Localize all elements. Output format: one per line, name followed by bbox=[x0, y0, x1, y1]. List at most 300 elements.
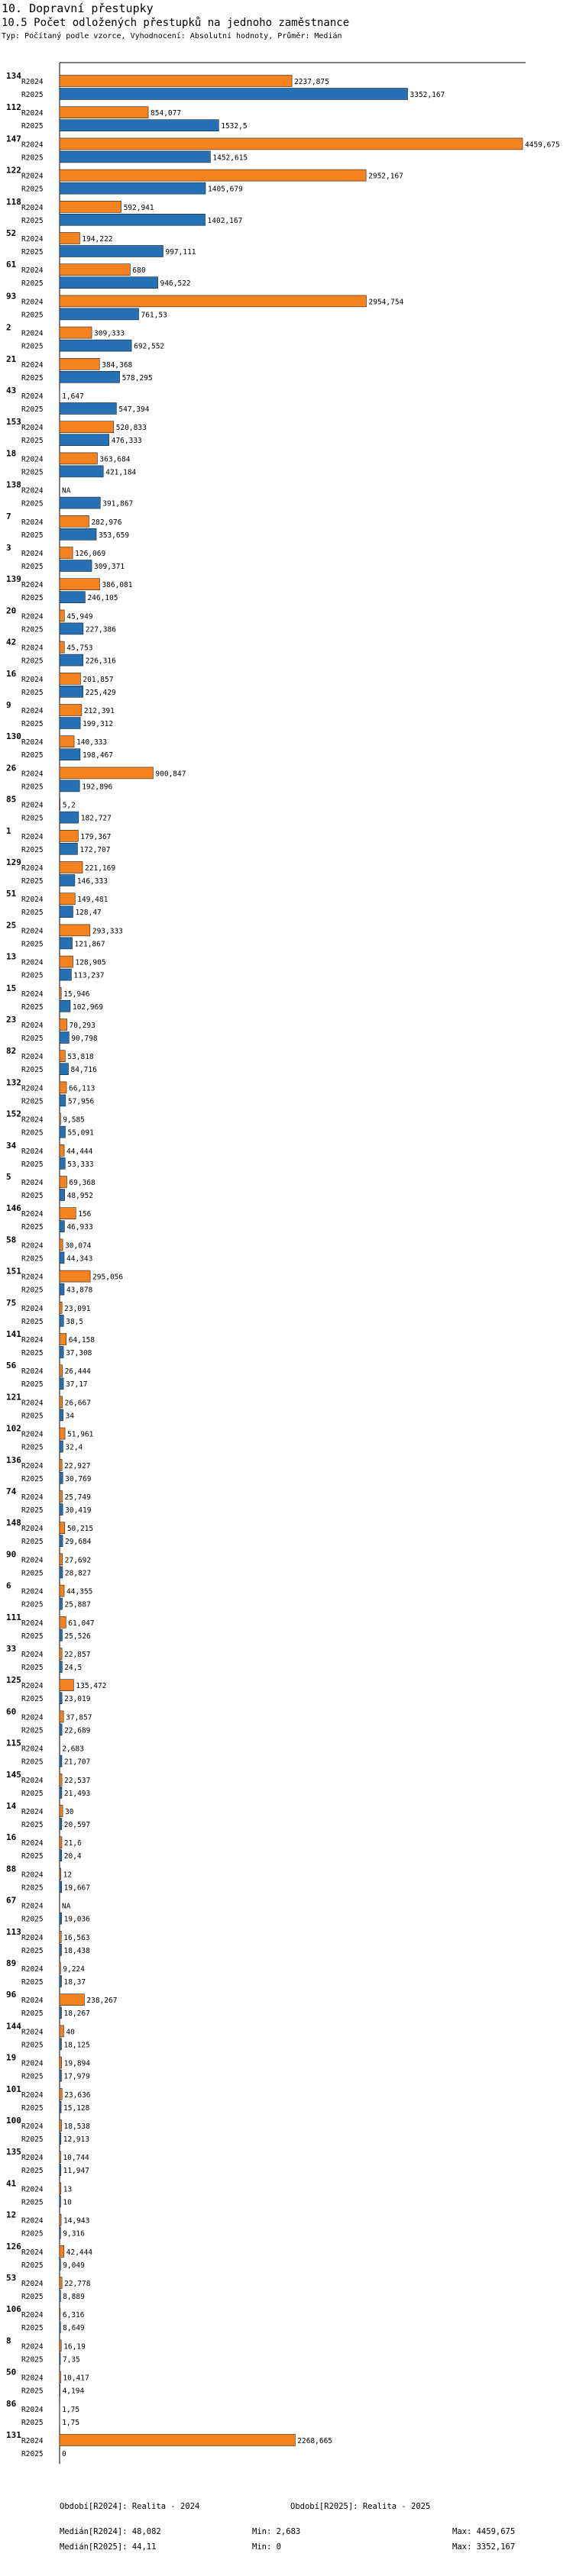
series-label: R2025 bbox=[21, 751, 44, 760]
value-label: 10 bbox=[63, 2198, 72, 2207]
series-label: R2025 bbox=[21, 2261, 44, 2270]
bar-r2024 bbox=[60, 295, 367, 307]
value-label: 37,17 bbox=[66, 1380, 88, 1390]
value-label: 27,692 bbox=[64, 1556, 92, 1565]
value-label: 17,979 bbox=[63, 2072, 90, 2081]
category-label: 56 bbox=[6, 1361, 17, 1371]
value-label: 7,35 bbox=[62, 2355, 80, 2365]
bar-r2024 bbox=[60, 1994, 84, 2006]
series-label: R2025 bbox=[21, 185, 44, 194]
series-label: R2024 bbox=[21, 1933, 44, 1942]
value-label: 140,333 bbox=[76, 738, 108, 747]
category-label: 74 bbox=[6, 1487, 17, 1496]
series-label: R2024 bbox=[21, 989, 44, 999]
series-label: R2024 bbox=[21, 927, 44, 936]
value-label: 309,371 bbox=[94, 563, 125, 571]
bar-r2025 bbox=[60, 434, 109, 446]
value-label: 44,343 bbox=[66, 1254, 93, 1264]
category-label: 50 bbox=[6, 2367, 17, 2377]
category-label: 13 bbox=[6, 951, 17, 962]
category-label: 130 bbox=[6, 731, 21, 742]
value-label: 13 bbox=[63, 2185, 73, 2194]
value-label: 14,943 bbox=[63, 2216, 90, 2226]
series-label: R2024 bbox=[21, 1336, 44, 1344]
bar-r2025 bbox=[60, 1283, 64, 1295]
bar-r2024 bbox=[60, 1806, 63, 1817]
bar-r2024 bbox=[60, 987, 61, 999]
category-label: 9 bbox=[6, 700, 11, 710]
bar-r2025 bbox=[60, 969, 71, 980]
value-label: 16,19 bbox=[63, 2342, 86, 2352]
value-label: 10,744 bbox=[63, 2154, 89, 2163]
series-label: R2024 bbox=[21, 1871, 44, 1880]
series-label: R2024 bbox=[21, 203, 44, 212]
value-label: 225,429 bbox=[85, 688, 116, 697]
value-label: 182,727 bbox=[80, 814, 112, 823]
value-label: 21,6 bbox=[63, 1839, 82, 1848]
bar-r2024 bbox=[60, 705, 82, 716]
series-label: R2025 bbox=[21, 625, 44, 634]
bar-r2024 bbox=[60, 2088, 62, 2100]
series-label: R2025 bbox=[21, 2355, 44, 2365]
value-label: 199,312 bbox=[83, 720, 114, 728]
category-label: 144 bbox=[6, 2021, 21, 2032]
bar-r2024 bbox=[60, 1554, 63, 1565]
series-label: R2025 bbox=[21, 783, 44, 792]
category-label: 1 bbox=[6, 825, 11, 836]
value-label: 50,215 bbox=[66, 1525, 94, 1534]
series-label: R2024 bbox=[21, 1084, 44, 1093]
value-label: 227,386 bbox=[85, 625, 116, 634]
bar-r2024 bbox=[60, 610, 64, 621]
series-label: R2024 bbox=[21, 896, 44, 905]
bar-r2025 bbox=[60, 1126, 65, 1138]
value-label: 70,293 bbox=[69, 1022, 96, 1030]
bar-r2025 bbox=[60, 1535, 63, 1547]
value-label: 8,889 bbox=[63, 2293, 85, 2301]
category-label: 126 bbox=[6, 2241, 21, 2252]
series-label: R2025 bbox=[21, 1664, 44, 1672]
bar-r2024 bbox=[60, 2214, 61, 2226]
value-label: 212,391 bbox=[83, 707, 115, 715]
bar-r2025 bbox=[60, 1693, 62, 1704]
category-label: 125 bbox=[6, 1675, 21, 1686]
bar-r2024 bbox=[60, 1459, 62, 1470]
value-label: 48,952 bbox=[66, 1192, 93, 1200]
bar-r2025 bbox=[60, 1378, 63, 1390]
series-label: R2024 bbox=[21, 1745, 44, 1754]
bar-r2024 bbox=[60, 1491, 62, 1503]
category-label: 34 bbox=[6, 1140, 17, 1151]
series-label: R2024 bbox=[21, 2059, 44, 2068]
bar-r2025 bbox=[60, 120, 219, 131]
bar-r2025 bbox=[60, 812, 79, 823]
bar-r2024 bbox=[60, 453, 97, 464]
value-label: 34 bbox=[65, 1412, 75, 1421]
bar-r2024 bbox=[60, 2245, 64, 2257]
value-label: 692,552 bbox=[134, 342, 165, 351]
series-label: R2024 bbox=[21, 1241, 44, 1251]
series-label: R2024 bbox=[21, 172, 44, 181]
series-label: R2024 bbox=[21, 109, 44, 118]
value-label: 28,827 bbox=[64, 1569, 92, 1578]
series-label: R2024 bbox=[21, 2154, 44, 2163]
series-label: R2024 bbox=[21, 675, 44, 684]
value-label: 18,267 bbox=[63, 2009, 90, 2019]
series-label: R2024 bbox=[21, 612, 44, 621]
series-label: R2025 bbox=[21, 531, 44, 540]
value-label: 51,961 bbox=[67, 1430, 94, 1439]
series-label: R2024 bbox=[21, 2437, 44, 2445]
series-label: R2024 bbox=[21, 1651, 44, 1659]
bar-r2025 bbox=[60, 1157, 65, 1169]
value-label: 2954,754 bbox=[368, 298, 404, 307]
value-label: 761,53 bbox=[141, 311, 167, 320]
bar-r2024 bbox=[60, 107, 148, 118]
category-label: 89 bbox=[6, 1958, 17, 1968]
value-label: 53,333 bbox=[67, 1160, 94, 1169]
bar-r2024 bbox=[60, 2057, 62, 2068]
series-label: R2025 bbox=[21, 2293, 44, 2301]
bar-r2024 bbox=[60, 1082, 66, 1093]
bar-r2025 bbox=[60, 1064, 69, 1075]
value-label: 113,237 bbox=[73, 971, 105, 980]
series-label: R2024 bbox=[21, 707, 44, 715]
median-2024: Medián[R2024]: 48,082 bbox=[60, 2527, 161, 2536]
category-label: 85 bbox=[6, 794, 17, 805]
min-2024: Min: 2,683 bbox=[252, 2527, 301, 2536]
series-label: R2025 bbox=[21, 1128, 44, 1138]
series-label: R2024 bbox=[21, 1367, 44, 1377]
value-label: 53,818 bbox=[67, 1053, 94, 1062]
bar-r2025 bbox=[60, 560, 92, 572]
category-label: 19 bbox=[6, 2052, 17, 2063]
bar-r2024 bbox=[60, 201, 121, 212]
bar-r2024 bbox=[60, 421, 114, 433]
series-label: R2025 bbox=[21, 563, 44, 571]
bar-r2024 bbox=[60, 1208, 76, 1219]
value-label: 30,074 bbox=[65, 1241, 92, 1251]
series-label: R2025 bbox=[21, 2324, 44, 2333]
value-label: 18,438 bbox=[63, 1946, 90, 1955]
value-label: 192,896 bbox=[82, 783, 113, 792]
value-label: 21,493 bbox=[63, 1789, 91, 1798]
bar-r2025 bbox=[60, 906, 73, 918]
series-label: R2025 bbox=[21, 688, 44, 697]
bar-r2025 bbox=[60, 1724, 62, 1735]
value-label: 179,367 bbox=[80, 832, 112, 841]
bar-r2024 bbox=[60, 76, 292, 87]
series-label: R2025 bbox=[21, 1946, 44, 1955]
bar-r2025 bbox=[60, 654, 83, 666]
value-label: 45,753 bbox=[66, 644, 93, 653]
series-label: R2024 bbox=[21, 1273, 44, 1282]
series-label: R2025 bbox=[21, 1538, 44, 1547]
series-label: R2024 bbox=[21, 1179, 44, 1187]
value-label: 4459,675 bbox=[525, 140, 560, 150]
series-label: R2024 bbox=[21, 550, 44, 558]
value-label: 6,316 bbox=[62, 2311, 85, 2320]
bar-r2025 bbox=[60, 1629, 62, 1641]
series-label: R2025 bbox=[21, 1223, 44, 1232]
series-label: R2024 bbox=[21, 644, 44, 653]
category-label: 131 bbox=[6, 2430, 21, 2440]
bar-r2024 bbox=[60, 2435, 295, 2446]
value-label: 476,333 bbox=[111, 437, 142, 446]
category-label: 153 bbox=[6, 417, 21, 428]
bar-r2024 bbox=[60, 1522, 65, 1534]
bar-r2025 bbox=[60, 1409, 63, 1421]
legend-period-2024: Období[R2024]: Realita - 2024 bbox=[60, 2502, 200, 2511]
series-label: R2025 bbox=[21, 2198, 44, 2207]
bar-r2024 bbox=[60, 547, 73, 559]
bar-r2024 bbox=[60, 2120, 62, 2132]
series-label: R2025 bbox=[21, 877, 44, 886]
value-label: 43,878 bbox=[66, 1286, 93, 1295]
category-label: 148 bbox=[6, 1518, 21, 1528]
value-label: 19,894 bbox=[63, 2059, 91, 2068]
series-label: R2024 bbox=[21, 1619, 44, 1628]
bar-r2024 bbox=[60, 327, 92, 338]
series-label: R2024 bbox=[21, 2248, 44, 2257]
value-label: 900,847 bbox=[155, 770, 186, 779]
value-label: 386,081 bbox=[102, 581, 133, 590]
bar-r2025 bbox=[60, 1472, 63, 1483]
value-label: 90,798 bbox=[71, 1035, 98, 1043]
bar-r2025 bbox=[60, 340, 131, 351]
category-label: 58 bbox=[6, 1235, 17, 1245]
category-label: 67 bbox=[6, 1895, 17, 1906]
value-label: 10,417 bbox=[63, 2374, 89, 2383]
category-label: 18 bbox=[6, 448, 17, 459]
series-label: R2024 bbox=[21, 2122, 44, 2131]
series-label: R2024 bbox=[21, 770, 44, 779]
value-label: 149,481 bbox=[77, 896, 108, 905]
value-label: 1,75 bbox=[62, 2405, 80, 2414]
value-label: 156 bbox=[78, 1210, 92, 1219]
value-label: 66,113 bbox=[68, 1084, 96, 1093]
series-label: R2024 bbox=[21, 1839, 44, 1848]
bar-r2024 bbox=[60, 673, 80, 684]
bar-r2025 bbox=[60, 2164, 61, 2176]
value-label: 30,419 bbox=[65, 1506, 92, 1515]
value-label: 12 bbox=[63, 1871, 73, 1880]
category-label: 129 bbox=[6, 857, 21, 867]
bar-r2024 bbox=[60, 2026, 63, 2037]
value-label: 391,867 bbox=[102, 499, 134, 508]
value-label: 55,091 bbox=[67, 1128, 94, 1138]
series-label: R2024 bbox=[21, 486, 44, 496]
value-label: 221,169 bbox=[85, 864, 116, 873]
series-label: R2024 bbox=[21, 1147, 44, 1156]
category-label: 15 bbox=[6, 983, 17, 993]
category-label: 122 bbox=[6, 165, 21, 176]
category-label: 61 bbox=[6, 260, 17, 270]
value-label: 353,659 bbox=[99, 531, 130, 540]
value-label: 309,333 bbox=[94, 329, 125, 338]
bar-r2024 bbox=[60, 1774, 62, 1785]
bar-r2025 bbox=[60, 843, 77, 854]
series-label: R2024 bbox=[21, 1053, 44, 1062]
bar-r2024 bbox=[60, 1365, 63, 1377]
series-label: R2025 bbox=[21, 909, 44, 918]
value-label: 25,887 bbox=[64, 1600, 91, 1609]
category-label: 12 bbox=[6, 2210, 17, 2220]
max-2025: Max: 3352,167 bbox=[452, 2542, 516, 2552]
series-label: R2024 bbox=[21, 1493, 44, 1502]
series-label: R2025 bbox=[21, 311, 44, 320]
series-label: R2025 bbox=[21, 2009, 44, 2019]
value-label: 37,308 bbox=[66, 1349, 92, 1357]
bar-r2025 bbox=[60, 1000, 70, 1012]
bar-r2024 bbox=[60, 1177, 66, 1188]
value-label: 592,941 bbox=[123, 203, 154, 212]
series-label: R2025 bbox=[21, 1286, 44, 1295]
series-label: R2024 bbox=[21, 78, 44, 86]
value-label: 9,224 bbox=[63, 1965, 85, 1974]
value-label: 4,194 bbox=[62, 2387, 85, 2396]
series-label: R2025 bbox=[21, 1254, 44, 1264]
bar-r2025 bbox=[60, 1315, 63, 1326]
series-label: R2024 bbox=[21, 738, 44, 747]
bar-r2024 bbox=[60, 2183, 61, 2194]
bar-r2025 bbox=[60, 2070, 61, 2081]
value-label: 578,295 bbox=[121, 373, 153, 383]
series-label: R2025 bbox=[21, 1317, 44, 1326]
max-2024: Max: 4459,675 bbox=[452, 2527, 516, 2536]
value-label: 854,077 bbox=[151, 109, 182, 118]
value-label: 384,368 bbox=[102, 360, 133, 370]
bar-r2024 bbox=[60, 138, 523, 150]
series-label: R2024 bbox=[21, 140, 44, 150]
bar-r2025 bbox=[60, 1850, 62, 1861]
series-label: R2025 bbox=[21, 971, 44, 980]
category-label: 16 bbox=[6, 1832, 17, 1843]
bar-r2024 bbox=[60, 2340, 61, 2352]
bar-r2024 bbox=[60, 264, 130, 276]
value-label: 30 bbox=[65, 1808, 74, 1816]
category-label: 147 bbox=[6, 134, 21, 144]
bar-r2025 bbox=[60, 1032, 69, 1044]
series-label: R2024 bbox=[21, 424, 44, 433]
series-label: R2024 bbox=[21, 2405, 44, 2414]
value-label: 201,857 bbox=[83, 675, 114, 684]
value-label: 2237,875 bbox=[294, 78, 329, 86]
category-label: 106 bbox=[6, 2304, 21, 2315]
bar-r2024 bbox=[60, 1270, 90, 1282]
value-label: 25,526 bbox=[64, 1632, 91, 1641]
bar-r2025 bbox=[60, 1347, 63, 1358]
series-label: R2025 bbox=[21, 1695, 44, 1704]
series-label: R2024 bbox=[21, 1682, 44, 1691]
bar-r2025 bbox=[60, 371, 120, 383]
series-label: R2024 bbox=[21, 581, 44, 590]
bar-r2025 bbox=[60, 89, 408, 100]
series-label: R2024 bbox=[21, 235, 44, 244]
series-label: R2024 bbox=[21, 1304, 44, 1313]
series-label: R2024 bbox=[21, 1965, 44, 1974]
series-label: R2025 bbox=[21, 1758, 44, 1767]
series-label: R2025 bbox=[21, 468, 44, 477]
category-label: 112 bbox=[6, 102, 21, 113]
bar-r2024 bbox=[60, 1585, 64, 1596]
category-label: 75 bbox=[6, 1297, 17, 1308]
category-label: 90 bbox=[6, 1549, 17, 1560]
series-label: R2025 bbox=[21, 1821, 44, 1829]
series-label: R2024 bbox=[21, 2342, 44, 2352]
bar-r2024 bbox=[60, 1868, 61, 1880]
series-label: R2024 bbox=[21, 2185, 44, 2194]
value-label: 9,316 bbox=[63, 2229, 85, 2239]
series-label: R2025 bbox=[21, 2072, 44, 2081]
value-label: 45,949 bbox=[66, 612, 93, 621]
category-label: 101 bbox=[6, 2084, 21, 2094]
value-label: 23,636 bbox=[64, 2090, 91, 2100]
series-label: R2025 bbox=[21, 248, 44, 257]
series-label: R2025 bbox=[21, 373, 44, 383]
series-label: R2025 bbox=[21, 437, 44, 446]
bar-r2025 bbox=[60, 1819, 62, 1830]
category-label: 20 bbox=[6, 605, 17, 616]
category-label: 134 bbox=[6, 71, 21, 81]
series-label: R2025 bbox=[21, 1569, 44, 1578]
category-label: 60 bbox=[6, 1706, 17, 1717]
category-label: 33 bbox=[6, 1644, 17, 1654]
series-label: R2025 bbox=[21, 342, 44, 351]
series-label: R2024 bbox=[21, 518, 44, 527]
value-label: 9,585 bbox=[63, 1115, 85, 1125]
value-label: 2952,167 bbox=[368, 172, 403, 181]
bar-r2025 bbox=[60, 1787, 62, 1798]
value-label: 19,036 bbox=[63, 1915, 90, 1924]
value-label: 102,969 bbox=[72, 1002, 104, 1012]
value-label: 46,933 bbox=[66, 1223, 93, 1232]
series-label: R2024 bbox=[21, 298, 44, 307]
value-label: 16,563 bbox=[63, 1933, 90, 1942]
value-label: 15,128 bbox=[63, 2103, 90, 2113]
bar-r2025 bbox=[60, 403, 116, 415]
category-label: 6 bbox=[6, 1580, 11, 1591]
category-label: 102 bbox=[6, 1423, 21, 1434]
category-label: 8 bbox=[6, 2336, 11, 2346]
category-label: 43 bbox=[6, 386, 17, 395]
bar-r2024 bbox=[60, 736, 74, 747]
value-label: 20,4 bbox=[63, 1852, 82, 1861]
series-label: R2024 bbox=[21, 801, 44, 810]
category-label: 42 bbox=[6, 637, 17, 647]
value-label: 22,778 bbox=[64, 2280, 91, 2288]
series-label: R2025 bbox=[21, 2418, 44, 2427]
bar-r2024 bbox=[60, 1302, 62, 1313]
bar-r2025 bbox=[60, 780, 79, 792]
min-2025: Min: 0 bbox=[252, 2542, 281, 2552]
category-label: 113 bbox=[6, 1926, 21, 1937]
value-label: 172,707 bbox=[79, 845, 111, 854]
bar-r2025 bbox=[60, 528, 96, 540]
bar-r2024 bbox=[60, 2277, 62, 2289]
value-label: 0 bbox=[62, 2450, 66, 2458]
category-label: 135 bbox=[6, 2147, 21, 2158]
bar-r2024 bbox=[60, 956, 73, 967]
value-label: 57,956 bbox=[67, 1097, 95, 1106]
bar-r2024 bbox=[60, 1711, 63, 1722]
value-label: 44,355 bbox=[66, 1587, 93, 1596]
series-label: R2024 bbox=[21, 2090, 44, 2100]
series-label: R2024 bbox=[21, 1556, 44, 1565]
bar-r2024 bbox=[60, 1334, 66, 1345]
series-label: R2025 bbox=[21, 1066, 44, 1075]
bar-r2025 bbox=[60, 1567, 63, 1578]
